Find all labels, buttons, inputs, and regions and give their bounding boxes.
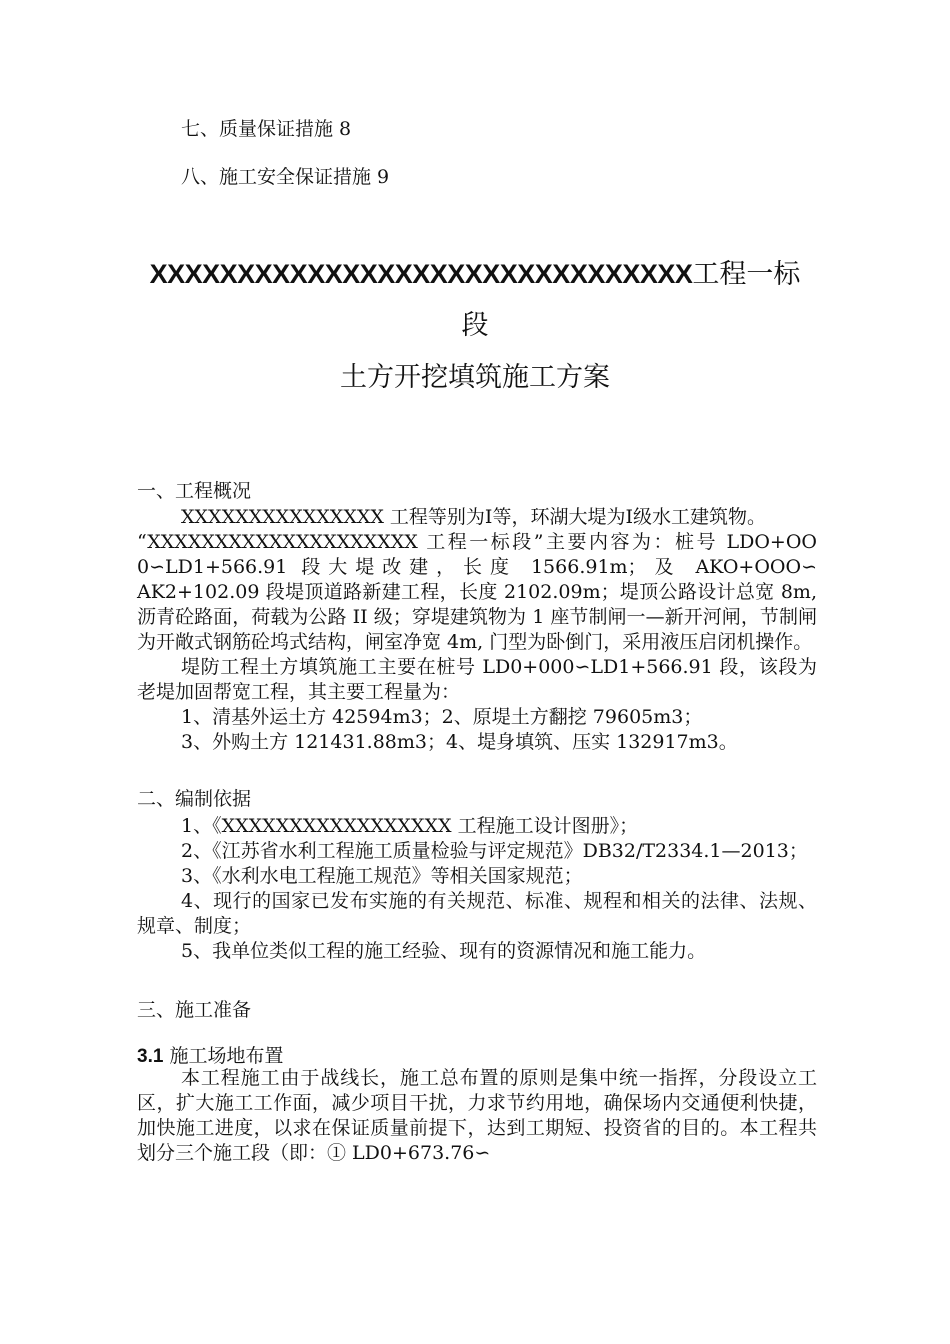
toc-item-7: 七、质量保证措施 8 [181, 118, 352, 140]
basis-item-1: 1、《XXXXXXXXXXXXXXXXX 工程施工设计图册》； [181, 815, 639, 837]
doc-title-line2: 段 [461, 310, 489, 341]
basis-item-4: 4、现行的国家已发布实施的有关规范、标准、规程和相关的法律、法规、规章、制度； [137, 890, 817, 937]
subsection-number: 3.1 [137, 1046, 164, 1067]
title-line1-suffix: 工程一标 [692, 259, 801, 290]
subsection-3-1-heading [137, 1041, 283, 1068]
doc-title-line1 [0, 252, 950, 291]
section1-quantities-2: 3、外购土方 121431.88m3；4、堤身填筑、压实 132917m3。 [181, 731, 738, 753]
section3-heading: 三、施工准备 [137, 999, 252, 1021]
section2-body [137, 814, 817, 964]
section3-para1: 本工程施工由于战线长，施工总布置的原则是集中统一指挥，分段设立工区，扩大施工工作面，减少项目干扰，力求节约用地，确保场内交通便利快捷，加快施工进度，以求在保证质量前提下，达到工期短、投资省的目的。本工程共划分三个施工段（即：① LD0+673.76∽ [137, 1067, 817, 1164]
doc-title-line3: 土方开挖填筑施工方案 [340, 362, 610, 393]
toc-item-8: 八、施工安全保证措施 9 [181, 166, 390, 188]
section1-heading: 一、工程概况 [137, 480, 252, 502]
section1-para1: XXXXXXXXXXXXXXX 工程等别为Ⅰ等，环湖大堤为Ⅰ级水工建筑物。 [181, 506, 766, 528]
basis-item-5: 5、我单位类似工程的施工经验、现有的资源情况和施工能力。 [181, 940, 707, 962]
section1-para2: “XXXXXXXXXXXXXXXXXXXX 工程一标段”主要内容为：桩号 LDO+OO 0∽LD1+566.91 段大堤改建，长度 1566.91m；及 AKO+OOO∽ AK2+102.09 段堤顶道路新建工程，长度 2102.09m；堤顶公路设计总宽 8m, 沥青砼路面，荷载为公路 II 级；穿堤建筑物为 1 座节制闸一—新开河闸，节制闸为开敞式钢筋砼坞式结构，闸室净宽 4m, 门型为卧倒门，采用液压启闭机操作。 [137, 531, 817, 653]
subsection-title: 施工场地布置 [169, 1045, 284, 1067]
title-project-code: XXXXXXXXXXXXXXXXXXXXXXXXXXXXXXX [149, 259, 693, 289]
section3-body [137, 1066, 817, 1166]
basis-item-2: 2、《江苏省水利工程施工质量检验与评定规范》DB32/T2334.1—2013； [181, 840, 808, 862]
section1-quantities-1: 1、清基外运土方 42594m3；2、原堤土方翻挖 79605m3； [181, 706, 703, 728]
section1-para3: 堤防工程土方填筑施工主要在桩号 LD0+000∽LD1+566.91 段，该段为老堤加固帮宽工程，其主要工程量为： [137, 656, 817, 703]
basis-item-3: 3、《水利水电工程施工规范》等相关国家规范； [181, 865, 583, 887]
section1-body [137, 505, 817, 755]
section2-heading: 二、编制依据 [137, 788, 252, 810]
